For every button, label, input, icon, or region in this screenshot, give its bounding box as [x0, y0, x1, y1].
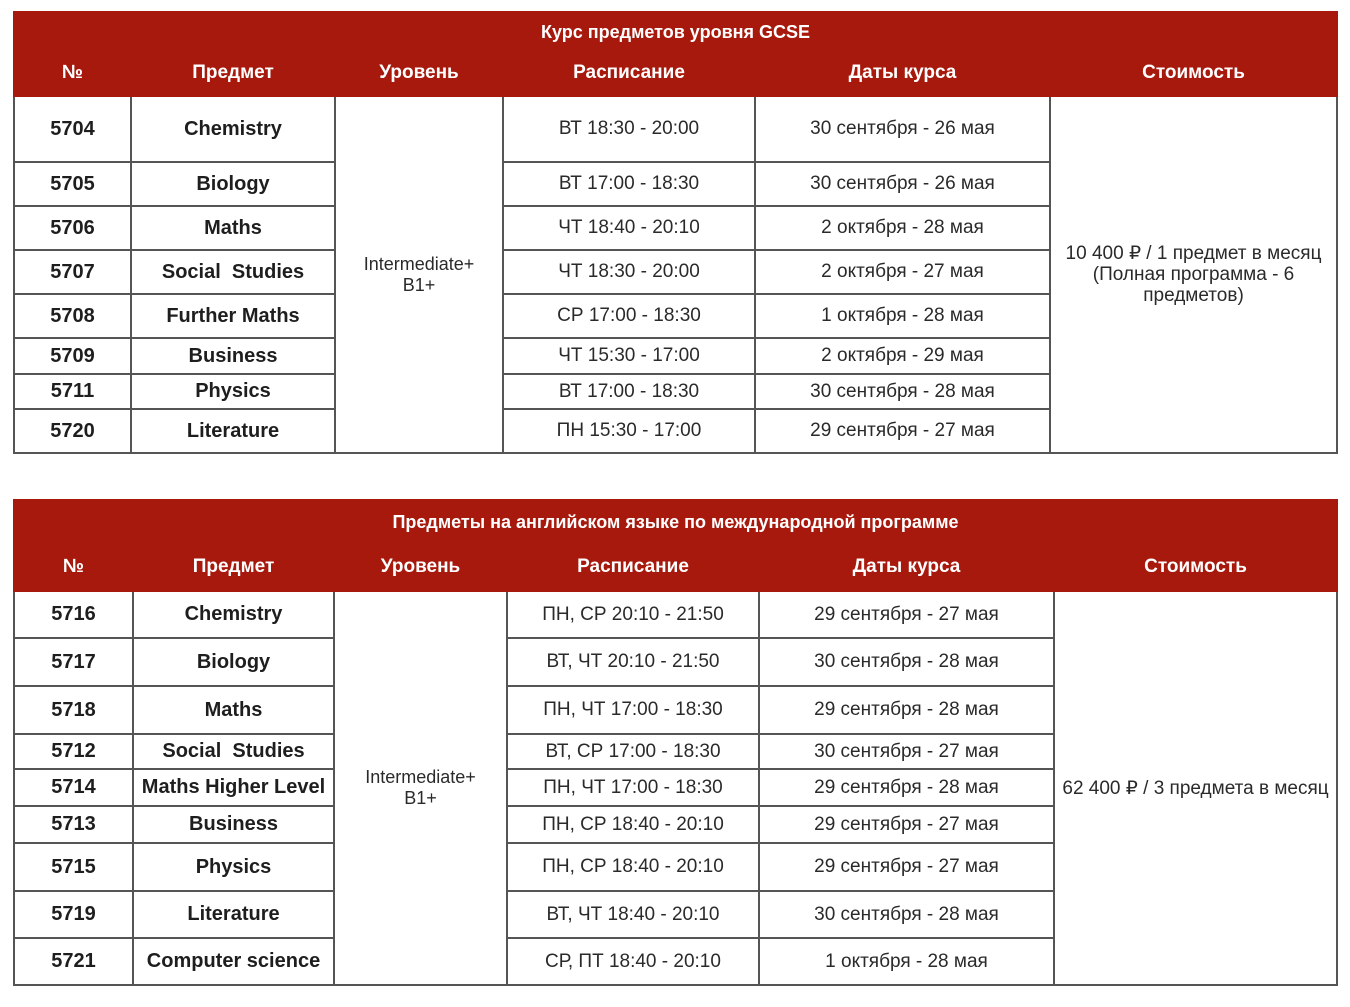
gcse-course-table — [13, 11, 1338, 454]
price-line: (Полная программа - 6 — [1092, 264, 1295, 285]
column-header-dates: Даты курса — [755, 51, 1050, 96]
course-dates: 30 сентября - 27 мая — [759, 734, 1054, 769]
column-header-level: Уровень — [335, 51, 503, 96]
course-number: 5718 — [14, 686, 133, 734]
course-dates: 30 сентября - 28 мая — [759, 891, 1054, 938]
course-dates: 30 сентября - 26 мая — [755, 96, 1050, 162]
column-header-dates: Даты курса — [759, 544, 1054, 591]
price-line: 62 400 ₽ / 3 предмета в месяц — [1062, 777, 1329, 799]
column-header-number: № — [14, 544, 133, 591]
subject-name: Chemistry — [133, 591, 334, 638]
course-dates: 2 октября - 28 мая — [755, 206, 1050, 250]
course-number: 5707 — [14, 250, 131, 294]
schedule: ЧТ 15:30 - 17:00 — [503, 338, 755, 374]
course-dates: 1 октября - 28 мая — [759, 938, 1054, 985]
course-number: 5705 — [14, 162, 131, 206]
table-title: Курс предметов уровня GCSE — [14, 12, 1337, 51]
column-header-schedule: Расписание — [503, 51, 755, 96]
price-cell — [1054, 591, 1337, 985]
subject-name: Business — [133, 806, 334, 843]
course-number: 5716 — [14, 591, 133, 638]
course-number: 5717 — [14, 638, 133, 686]
column-header-number: № — [14, 51, 131, 96]
price-cell — [1050, 96, 1337, 453]
subject-name: Further Maths — [131, 294, 335, 338]
column-header-subject: Предмет — [131, 51, 335, 96]
course-dates: 2 октября - 29 мая — [755, 338, 1050, 374]
level-line: Intermediate+ — [365, 767, 476, 787]
schedule: СР, ПТ 18:40 - 20:10 — [507, 938, 759, 985]
column-header-schedule: Расписание — [507, 544, 759, 591]
schedule: ВТ, ЧТ 20:10 - 21:50 — [507, 638, 759, 686]
price-line: 10 400 ₽ / 1 предмет в месяц — [1065, 243, 1322, 264]
schedule: ВТ 18:30 - 20:00 — [503, 96, 755, 162]
course-dates: 29 сентября - 27 мая — [755, 409, 1050, 453]
level-cell — [334, 591, 507, 985]
course-dates: 29 сентября - 27 мая — [759, 806, 1054, 843]
course-number: 5708 — [14, 294, 131, 338]
schedule: ВТ, СР 17:00 - 18:30 — [507, 734, 759, 769]
subject-name: Social Studies — [133, 734, 334, 769]
subject-name: Chemistry — [131, 96, 335, 162]
schedule: ПН, ЧТ 17:00 - 18:30 — [507, 769, 759, 806]
table-title: Предметы на английском языке по международной программе — [14, 500, 1337, 544]
course-number: 5713 — [14, 806, 133, 843]
international-program-table — [13, 499, 1338, 986]
column-header-level: Уровень — [334, 544, 507, 591]
course-number: 5704 — [14, 96, 131, 162]
subject-name: Social Studies — [131, 250, 335, 294]
subject-name: Maths Higher Level — [133, 769, 334, 806]
course-number: 5709 — [14, 338, 131, 374]
course-number: 5719 — [14, 891, 133, 938]
schedule: ЧТ 18:40 - 20:10 — [503, 206, 755, 250]
course-dates: 29 сентября - 27 мая — [759, 843, 1054, 891]
subject-name: Literature — [133, 891, 334, 938]
level-line: Intermediate+ — [363, 253, 475, 274]
course-dates: 2 октября - 27 мая — [755, 250, 1050, 294]
schedule: ЧТ 18:30 - 20:00 — [503, 250, 755, 294]
schedule: ПН, СР 20:10 - 21:50 — [507, 591, 759, 638]
subject-name: Physics — [131, 374, 335, 409]
subject-name: Literature — [131, 409, 335, 453]
course-dates: 29 сентября - 28 мая — [759, 769, 1054, 806]
course-dates: 30 сентября - 26 мая — [755, 162, 1050, 206]
subject-name: Business — [131, 338, 335, 374]
schedule: ПН 15:30 - 17:00 — [503, 409, 755, 453]
course-number: 5721 — [14, 938, 133, 985]
course-dates: 29 сентября - 27 мая — [759, 591, 1054, 638]
course-number: 5711 — [14, 374, 131, 409]
course-dates: 30 сентября - 28 мая — [759, 638, 1054, 686]
column-header-price: Стоимость — [1050, 51, 1337, 96]
level-line: B1+ — [402, 274, 436, 295]
course-number: 5712 — [14, 734, 133, 769]
course-number: 5720 — [14, 409, 131, 453]
column-header-subject: Предмет — [133, 544, 334, 591]
level-cell — [335, 96, 503, 453]
schedule: СР 17:00 - 18:30 — [503, 294, 755, 338]
course-dates: 1 октября - 28 мая — [755, 294, 1050, 338]
course-dates: 30 сентября - 28 мая — [755, 374, 1050, 409]
schedule: ПН, СР 18:40 - 20:10 — [507, 843, 759, 891]
subject-name: Biology — [133, 638, 334, 686]
schedule: ВТ 17:00 - 18:30 — [503, 162, 755, 206]
schedule: ПН, СР 18:40 - 20:10 — [507, 806, 759, 843]
price-line: предметов) — [1143, 285, 1244, 306]
subject-name: Maths — [131, 206, 335, 250]
course-dates: 29 сентября - 28 мая — [759, 686, 1054, 734]
schedule: ВТ, ЧТ 18:40 - 20:10 — [507, 891, 759, 938]
schedule: ВТ 17:00 - 18:30 — [503, 374, 755, 409]
course-number: 5714 — [14, 769, 133, 806]
subject-name: Computer science — [133, 938, 334, 985]
subject-name: Physics — [133, 843, 334, 891]
subject-name: Maths — [133, 686, 334, 734]
subject-name: Biology — [131, 162, 335, 206]
table-row — [14, 96, 1337, 162]
course-number: 5715 — [14, 843, 133, 891]
level-line: B1+ — [404, 788, 437, 808]
course-number: 5706 — [14, 206, 131, 250]
column-header-price: Стоимость — [1054, 544, 1337, 591]
schedule: ПН, ЧТ 17:00 - 18:30 — [507, 686, 759, 734]
table-row — [14, 591, 1337, 638]
